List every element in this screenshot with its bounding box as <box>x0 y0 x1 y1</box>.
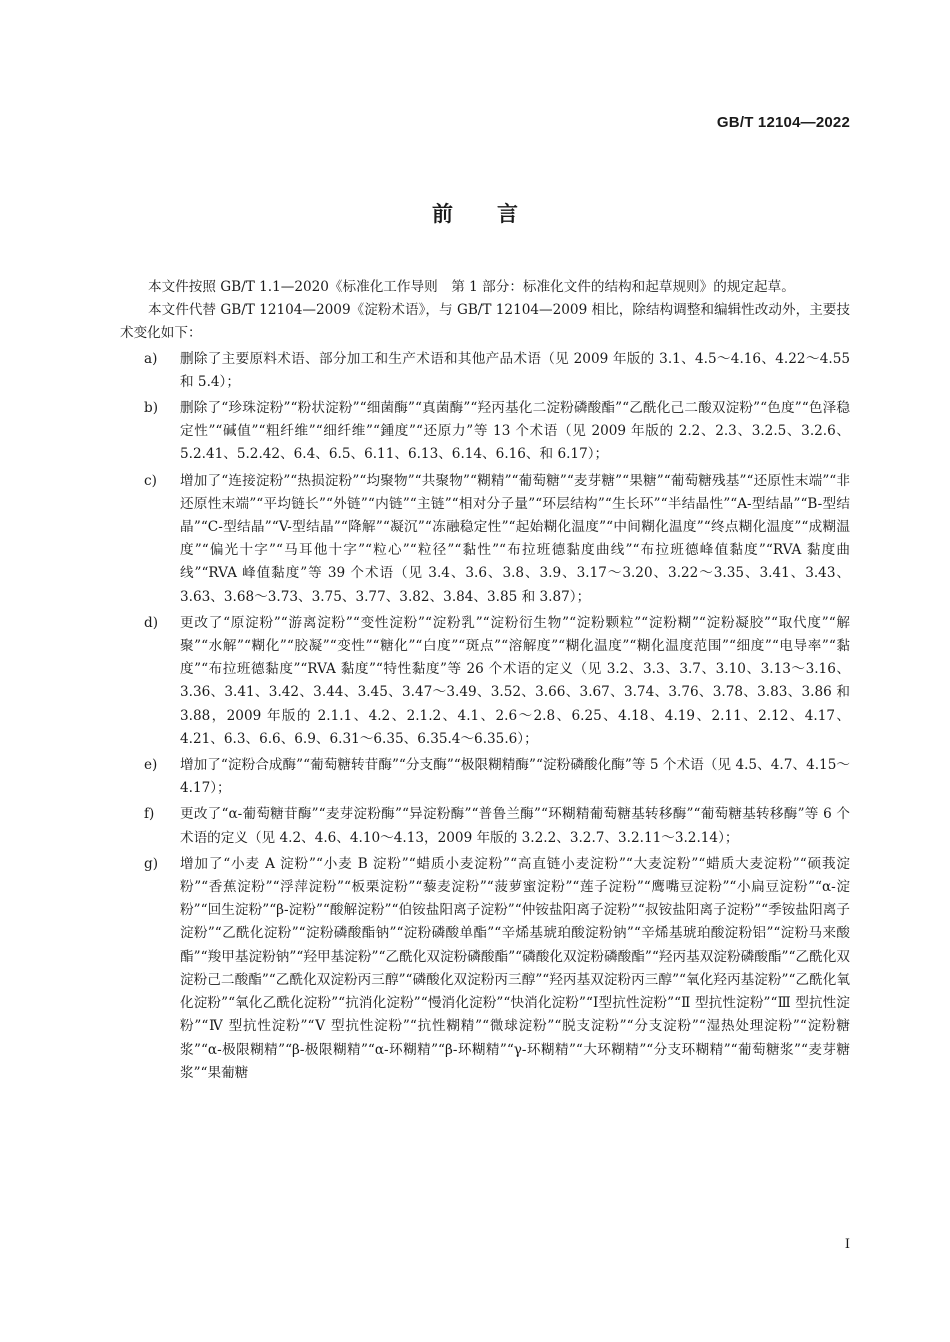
list-item <box>120 397 850 467</box>
page-number: I <box>844 1237 850 1252</box>
list-item-label: c) <box>144 472 157 489</box>
list-item-label: b) <box>144 400 159 417</box>
list-item-text: 增加了“淀粉合成酶”“葡萄糖转苷酶”“分支酶”“极限糊精酶”“淀粉磷酸化酶”等 5 个术语（见 4.5、4.7、4.15～4.17）； <box>180 757 850 797</box>
list-item <box>120 853 850 1085</box>
intro-paragraph-replacement: 本文件代替 GB/T 12104—2009《淀粉术语》，与 GB/T 12104—2009 相比，除结构调整和编辑性改动外，主要技术变化如下： <box>120 302 850 342</box>
list-item-text: 更改了“α-葡萄糖苷酶”“麦芽淀粉酶”“异淀粉酶”“普鲁兰酶”“环糊精葡萄糖基转移酶”“葡萄糖基转移酶”等 6 个术语的定义（见 4.2、4.6、4.10～4.13，2009 年版的 3.2.2、3.2.7、3.2.11～3.2.14）； <box>180 806 850 846</box>
list-item <box>120 803 850 849</box>
list-item-text: 增加了“小麦 A 淀粉”“小麦 B 淀粉”“蜡质小麦淀粉”“高直链小麦淀粉”“大麦淀粉”“蜡质大麦淀粉”“硕莪淀粉”“香蕉淀粉”“浮萍淀粉”“板栗淀粉”“藜麦淀粉”“菠萝蜜淀粉”“莲子淀粉”“鹰嘴豆淀粉”“小扁豆淀粉”“α-淀粉”“回生淀粉”“β-淀粉”“酸解淀粉”“伯铵盐阳离子淀粉”“仲铵盐阳离子淀粉”“叔铵盐阳离子淀粉”“季铵盐阳离子淀粉”“乙酰化淀粉”“淀粉磷酸酯钠”“淀粉磷酸单酯”“辛烯基琥珀酸淀粉钠”“辛烯基琥珀酸淀粉铝”“淀粉马来酸酯”“羧甲基淀粉钠”“羟甲基淀粉”“乙酰化双淀粉磷酸酯”“磷酸化双淀粉磷酸酯”“羟丙基双淀粉磷酸酯”“乙酰化双淀粉己二酸酯”“乙酰化双淀粉丙三醇”“磷酸化双淀粉丙三醇”“羟丙基双淀粉丙三醇”“氧化羟丙基淀粉”“乙酰化氧化淀粉”“氧化乙酰化淀粉”“抗消化淀粉”“慢消化淀粉”“快消化淀粉”“Ⅰ型抗性淀粉”“Ⅱ 型抗性淀粉”“Ⅲ 型抗性淀粉”“Ⅳ 型抗性淀粉”“Ⅴ 型抗性淀粉”“抗性糊精”“微球淀粉”“脱支淀粉”“分支淀粉”“湿热处理淀粉”“淀粉糖浆”“α-极限糊精”“β-极限糊精”“α-环糊精”“β-环糊精”“γ-环糊精”“大环糊精”“分支环糊精”“葡萄糖浆”“麦芽糖浆”“果葡糖 <box>180 855 850 1081</box>
changes-list <box>120 348 850 1085</box>
list-item-text: 增加了“连接淀粉”“热损淀粉”“均聚物”“共聚物”“糊精”“葡萄糖”“麦芽糖”“果糖”“葡萄糖残基”“还原性末端”“非还原性末端”“平均链长”“外链”“内链”“主链”“相对分子量”“环层结构”“生长环”“半结晶性”“A-型结晶”“B-型结晶”“C-型结晶”“V-型结晶”“降解”“凝沉”“冻融稳定性”“起始糊化温度”“中间糊化温度”“终点糊化温度”“成糊温度”“偏光十字”“马耳他十字”“粒心”“粒径”“黏性”“布拉班德黏度曲线”“布拉班德峰值黏度”“RVA 黏度曲线”“RVA 峰值黏度”等 39 个术语（见 3.4、3.6、3.8、3.9、3.17～3.20、3.22～3.35、3.41、3.43、3.63、3.68～3.73、3.75、3.77、3.82、3.84、3.85 和 3.87）； <box>180 472 850 605</box>
list-item-label: d) <box>144 614 159 631</box>
list-item <box>120 348 850 394</box>
page-title: 前言 <box>432 202 562 226</box>
list-item-text: 删除了主要原料术语、部分加工和生产术语和其他产品术语（见 2009 年版的 3.1、4.5～4.16、4.22～4.55 和 5.4）； <box>180 350 850 390</box>
list-item-label: e) <box>144 757 158 774</box>
document-body <box>120 276 850 1088</box>
list-item-text: 更改了“原淀粉”“游离淀粉”“变性淀粉”“淀粉乳”“淀粉衍生物”“淀粉颗粒”“淀粉糊”“淀粉凝胶”“取代度”“解聚”“水解”“糊化”“胶凝”“变性”“糖化”“白度”“斑点”“溶解度”“糊化温度”“糊化温度范围”“细度”“电导率”“黏度”“布拉班德黏度”“RVA 黏度”“特性黏度”等 26 个术语的定义（见 3.2、3.3、3.7、3.10、3.13～3.16、3.36、3.41、3.42、3.44、3.45、3.47～3.49、3.52、3.66、3.67、3.74、3.76、3.78、3.83、3.86 和 3.88，2009 年版的 2.1.1、4.2、2.1.2、4.1、2.6～2.8、6.25、4.18、4.19、2.11、2.12、4.17、4.21、6.3、6.6、6.9、6.31～6.35、6.35.4～6.35.6）； <box>180 614 850 747</box>
list-item-label: a) <box>144 350 158 367</box>
list-item-label: f) <box>144 806 155 823</box>
standard-code: GB/T 12104—2022 <box>716 114 850 131</box>
intro-paragraph-drafting: 本文件按照 GB/T 1.1—2020《标准化工作导则 第 1 部分：标准化文件的结构和起草规则》的规定起草。 <box>148 279 795 295</box>
list-item-label: g) <box>144 855 159 872</box>
list-item-text: 删除了“珍珠淀粉”“粉状淀粉”“细菌酶”“真菌酶”“羟丙基化二淀粉磷酸酯”“乙酰化己二酸双淀粉”“色度”“色泽稳定性”“碱值”“粗纤维”“细纤维”“鍾度”“还原力”等 13 个术语（见 2009 年版的 2.2、2.3、3.2.5、3.2.6、5.2.41、5.2.42、6.4、6.5、6.11、6.13、6.14、6.16、和 6.17）； <box>180 400 850 463</box>
list-item <box>120 470 850 609</box>
list-item <box>120 754 850 800</box>
list-item <box>120 612 850 751</box>
